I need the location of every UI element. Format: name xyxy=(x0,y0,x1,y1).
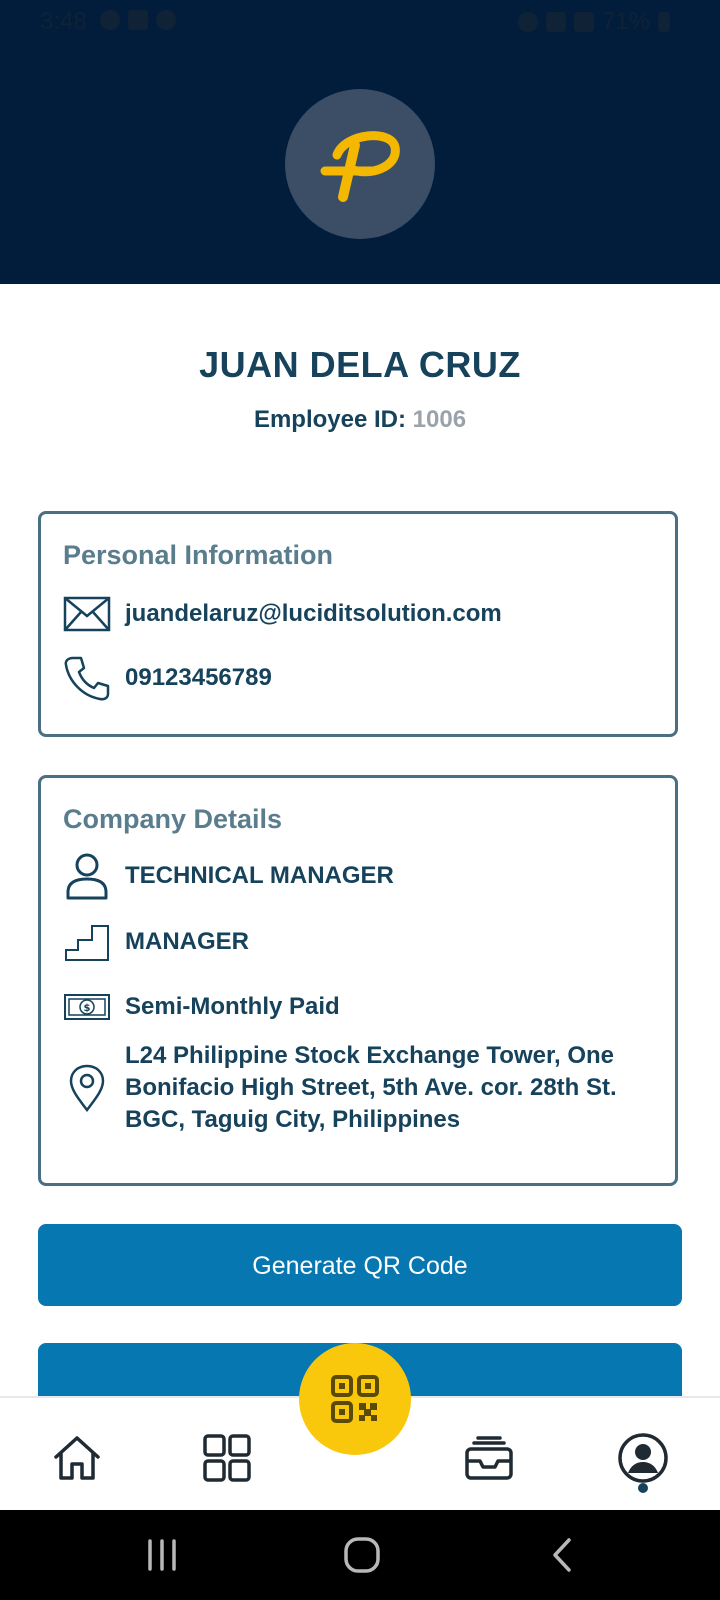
pay-schedule-value: Semi-Monthly Paid xyxy=(125,993,340,1020)
alarm-icon xyxy=(518,12,538,32)
nav-profile[interactable] xyxy=(613,1428,673,1488)
pay-schedule-row xyxy=(61,981,657,1033)
person-icon xyxy=(61,850,113,902)
inbox-icon xyxy=(464,1435,514,1481)
recent-apps-button[interactable] xyxy=(137,1532,187,1578)
home-system-button[interactable] xyxy=(337,1532,387,1578)
company-details-title: Company Details xyxy=(63,804,283,834)
signal-icon xyxy=(574,12,594,32)
phone-value: 09123456789 xyxy=(125,664,272,691)
status-bar xyxy=(0,0,720,46)
nav-inbox[interactable] xyxy=(459,1428,519,1488)
employee-id-label: Employee ID: xyxy=(253,406,406,433)
home-icon xyxy=(52,1433,102,1483)
profile-icon xyxy=(617,1432,669,1484)
wifi-icon xyxy=(546,12,566,32)
level-row xyxy=(61,916,657,968)
app-notification-icon xyxy=(156,10,176,30)
mail-icon xyxy=(61,588,113,640)
home-circle-icon xyxy=(342,1535,382,1575)
employee-id xyxy=(0,406,720,434)
battery-percent: 71% xyxy=(601,8,650,35)
nav-home[interactable] xyxy=(47,1428,107,1488)
battery-icon xyxy=(658,12,670,32)
qr-scan-button[interactable] xyxy=(299,1343,411,1455)
profile-header xyxy=(0,0,720,284)
position-row xyxy=(61,850,657,902)
system-nav-bar xyxy=(0,1510,720,1600)
qr-code-icon xyxy=(331,1375,379,1423)
back-chevron-icon xyxy=(545,1535,581,1575)
address-row xyxy=(61,1040,657,1136)
email-row[interactable] xyxy=(61,588,657,640)
stairs-icon xyxy=(61,916,113,968)
back-button[interactable] xyxy=(538,1532,588,1578)
messenger-icon xyxy=(100,10,120,30)
employee-name: JUAN DELA CRUZ xyxy=(199,344,521,385)
level-value: MANAGER xyxy=(125,928,249,955)
address-value: L24 Philippine Stock Exchange Tower, One Bonifacio High Street, 5th Ave. cor. 28th St. BGC, Taguig City, Philippines xyxy=(125,1042,617,1133)
position-value: TECHNICAL MANAGER xyxy=(125,862,394,889)
location-pin-icon xyxy=(61,1062,113,1114)
phone-icon xyxy=(61,652,113,704)
phone-row[interactable] xyxy=(61,652,657,704)
system-status-icons xyxy=(518,8,670,36)
employee-id-value: 1006 xyxy=(412,406,467,433)
logo-p-icon xyxy=(285,89,435,239)
personal-info-title: Personal Information xyxy=(63,540,334,570)
nav-dashboard[interactable] xyxy=(197,1428,257,1488)
grid-icon xyxy=(202,1433,252,1483)
svg-text:$: $ xyxy=(83,1003,91,1014)
company-details-card xyxy=(38,775,678,1186)
generate-qr-button[interactable]: Generate QR Code xyxy=(38,1224,682,1306)
email-value: juandelaruz@luciditsolution.com xyxy=(125,600,502,627)
money-icon xyxy=(61,981,113,1033)
company-logo xyxy=(285,89,435,239)
notification-icons xyxy=(100,10,176,30)
gallery-icon xyxy=(128,10,148,30)
personal-info-card xyxy=(38,511,678,737)
active-tab-indicator xyxy=(638,1483,648,1493)
status-time: 3:48 xyxy=(40,8,87,35)
recent-apps-icon xyxy=(142,1538,182,1572)
